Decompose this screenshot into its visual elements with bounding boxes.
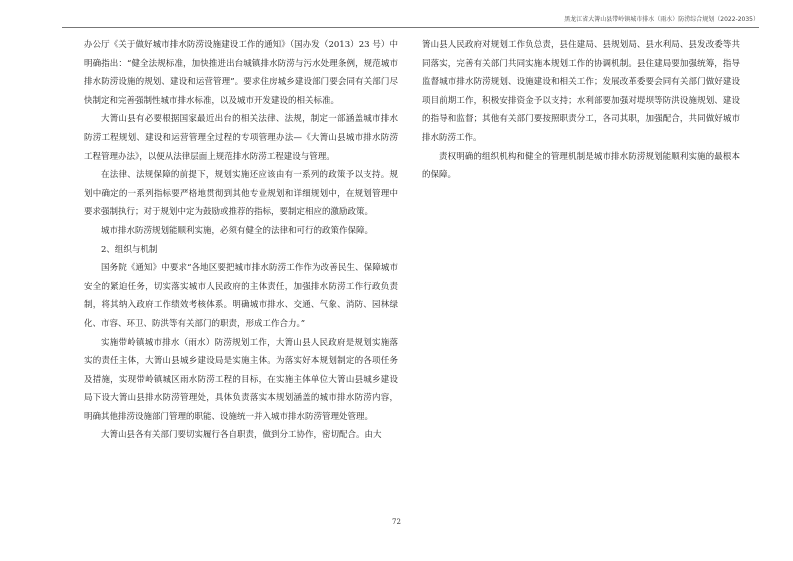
paragraph: 国务院《通知》中要求“各地区要把城市排水防涝工作作为改善民生、保障城市安全的紧迫任务，切实落实城市人民政府的主体责任，加强排水防涝工作行政负责制，将其纳入政府工作绩效考核体系。明确城市排水、交通、气象、消防、园林绿化、市容、环卫、防洪等有关部门的职责，形成工作合力。” (84, 263, 398, 329)
header-divider (62, 27, 759, 28)
running-header: 黑龙江省大箐山县带岭镇城市排水（雨水）防涝综合规划（2022-2035） (564, 16, 759, 23)
paragraph: 城市排水防涝规划能顺利实施，必须有健全的法律和可行的政策作保障。 (101, 225, 374, 236)
paragraph: 大箐山县有必要根据国家最近出台的相关法律、法规，制定一部涵盖城市排水防涝工程规划、建设和运营管理全过程的专项管理办法—《大箐山县城市排水防涝工程管理办法》，以便从法律层面上规范排水防涝工程建设与管理。 (84, 114, 398, 162)
right-text-column (422, 36, 740, 185)
paragraph: 箐山县人民政府对规划工作负总责，县住建局、县规划局、县水利局、县发改委等共同落实，完善有关部门共同实施本规划工作的协调机制。县住建局要加强统筹，指导监督城市排水防涝规划、设施建设和相关工作；发展改革委要会同有关部门做好建设项目前期工作，积极安排资金予以支持；水利部要加强对堤坝等防洪设施规划、建设的指导和监督；其他有关部门要按照职责分工，各司其职，加强配合，共同做好城市排水防涝工作。 (422, 40, 740, 143)
paragraph: 大箐山县各有关部门要切实履行各自职责，做到分工协作，密切配合。由大 (101, 430, 382, 441)
paragraph: 责权明确的组织机构和健全的管理机制是城市排水防涝规划能顺利实施的最根本的保障。 (422, 151, 740, 181)
page-number: 72 (392, 518, 401, 526)
paragraph: 实施带岭镇城市排水（雨水）防涝规划工作，大箐山县人民政府是规划实施落实的责任主体，大箐山县城乡建设局是实施主体。为落实好本规划制定的各项任务及措施，实现带岭镇城区雨水防涝工程的目标，在实施主体单位大箐山县城乡建设局下设大箐山县排水防涝管理处，具体负责落实本规划涵盖的城市排水防涝内容，明确其他排涝设施部门管理的职能、设施统一并入城市排水防涝管理处管理。 (84, 337, 398, 422)
left-text-column (84, 36, 398, 445)
section-heading: 2、组织与机制 (101, 244, 158, 255)
paragraph: 在法律、法规保障的前提下，规划实施还应该由有一系列的政策予以支持。规划中确定的一系列指标要严格地贯彻到其他专业规划和详细规划中，在规划管理中要求强制执行；对于规划中定为鼓励或推荐的指标，要制定相应的激励政策。 (84, 170, 398, 218)
paragraph: 办公厅《关于做好城市排水防涝设施建设工作的通知》（国办发（2013）23 号）中明确指出：“健全法规标准，加快推进出台城镇排水防涝与污水处理条例，规范城市排水防涝设施的规划、建设和运营管理”。要求住房城乡建设部门要会同有关部门尽快制定和完善强制性城市排水标准，以及城市开发建设的相关标准。 (84, 40, 398, 106)
